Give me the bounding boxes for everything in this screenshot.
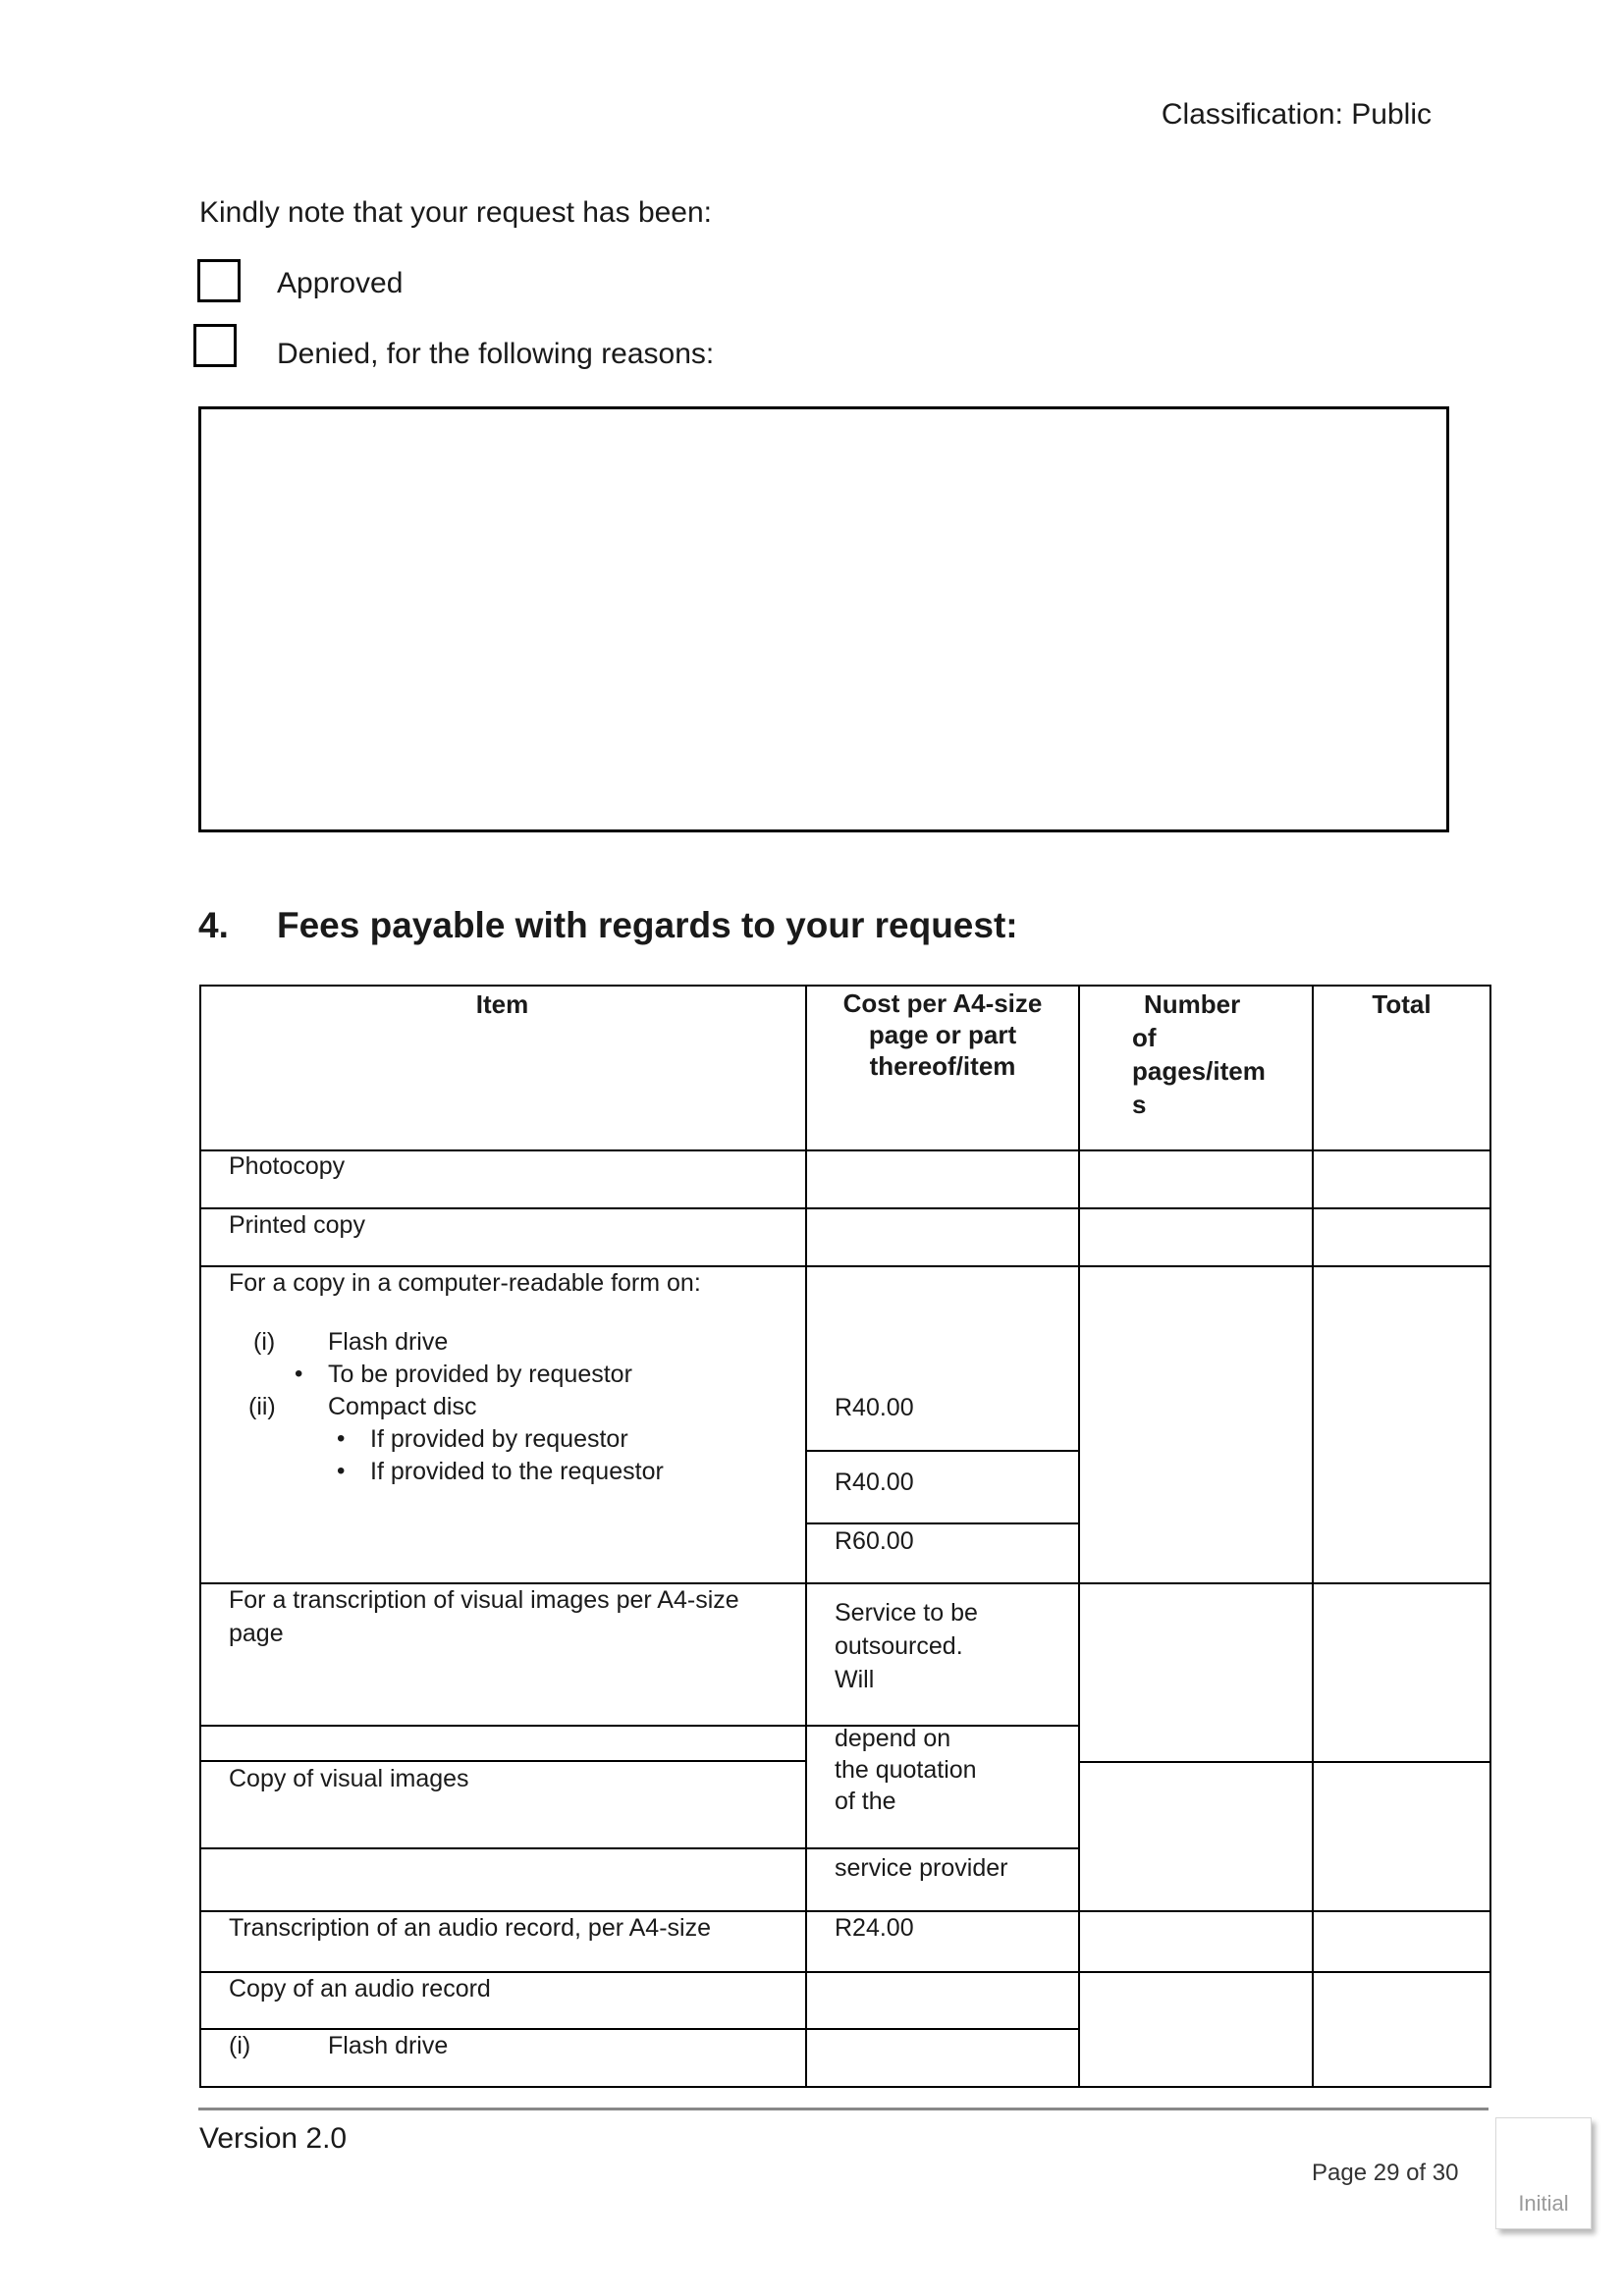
section-number: 4. (198, 905, 229, 945)
cost-transcription-audio: R24.00 (835, 1914, 914, 1942)
version-label: Version 2.0 (199, 2122, 348, 2155)
header-cost-line: thereof/item (869, 1051, 1016, 1081)
header-cost-line: page or part (868, 1020, 1017, 1049)
cost-service-provider: service provider (835, 1854, 1008, 1882)
row-transcription-audio: Transcription of an audio record, per A4-size (229, 1914, 711, 1942)
cost-flash-drive: R40.00 (835, 1394, 914, 1421)
compact-disc-label: Compact disc (328, 1393, 477, 1420)
fees-table (199, 985, 1491, 2088)
denial-reasons-box[interactable] (198, 406, 1449, 832)
cost-outsourced-line: outsourced. (835, 1632, 963, 1660)
header-number-line: of (1132, 1023, 1157, 1052)
header-cost (807, 988, 1078, 1082)
page-number: Page 29 of 30 (1312, 2160, 1459, 2186)
row-copy-visual: Copy of visual images (229, 1765, 469, 1792)
initial-box[interactable] (1495, 2117, 1592, 2229)
compact-disc-bullet: • If provided to the requestor (370, 1455, 664, 1488)
row-copy-audio: Copy of an audio record (229, 1975, 491, 2002)
denied-label: Denied, for the following reasons: (277, 338, 715, 370)
row-transcription-visual (229, 1583, 739, 1650)
cost-quotation-line: depend on (835, 1725, 951, 1752)
cost-outsourced-line: Service to be (835, 1599, 978, 1627)
classification-label: Classification: Public (1161, 98, 1432, 131)
header-total: Total (1372, 989, 1432, 1019)
flash-drive-bullet: • To be provided by requestor (328, 1358, 632, 1391)
cost-cd-by-requestor: R40.00 (835, 1468, 914, 1496)
denied-checkbox[interactable] (193, 324, 237, 367)
initial-label: Initial (1518, 2191, 1569, 2216)
section-heading (198, 905, 1018, 946)
approved-label: Approved (277, 267, 404, 299)
header-item: Item (475, 989, 529, 1019)
compact-disc-bullet: • If provided by requestor (370, 1422, 628, 1456)
header-number-line: pages/item (1132, 1056, 1266, 1086)
row-transcription-visual-line: page (229, 1620, 284, 1647)
audio-flash-drive-label: Flash drive (328, 2032, 449, 2059)
flash-drive-label: Flash drive (328, 1328, 449, 1356)
row-computer-readable: For a copy in a computer-readable form on: (229, 1269, 701, 1297)
row-photocopy: Photocopy (229, 1152, 346, 1180)
decision-intro: Kindly note that your request has been: (199, 196, 713, 229)
header-number (1132, 988, 1309, 1121)
section-title: Fees payable with regards to your request: (277, 905, 1018, 945)
approved-checkbox[interactable] (197, 259, 241, 302)
compact-disc-number: (ii) (248, 1393, 276, 1420)
header-number-line: s (1132, 1090, 1147, 1119)
cost-quotation-line: of the (835, 1788, 896, 1815)
row-transcription-visual-line: For a transcription of visual images per A4-size (229, 1586, 739, 1614)
footer-divider (198, 2108, 1489, 2110)
cost-quotation (835, 1723, 977, 1817)
audio-flash-drive-number: (i) (229, 2032, 251, 2059)
cost-outsourced-line: Will (835, 1666, 875, 1693)
cost-outsourced (835, 1596, 978, 1696)
cost-quotation-line: the quotation (835, 1756, 977, 1784)
header-cost-line: Cost per A4-size (842, 988, 1043, 1018)
row-printed-copy: Printed copy (229, 1211, 365, 1239)
header-number-line: Number (1144, 989, 1241, 1019)
flash-drive-number: (i) (253, 1328, 276, 1356)
cost-cd-to-requestor: R60.00 (835, 1527, 914, 1555)
